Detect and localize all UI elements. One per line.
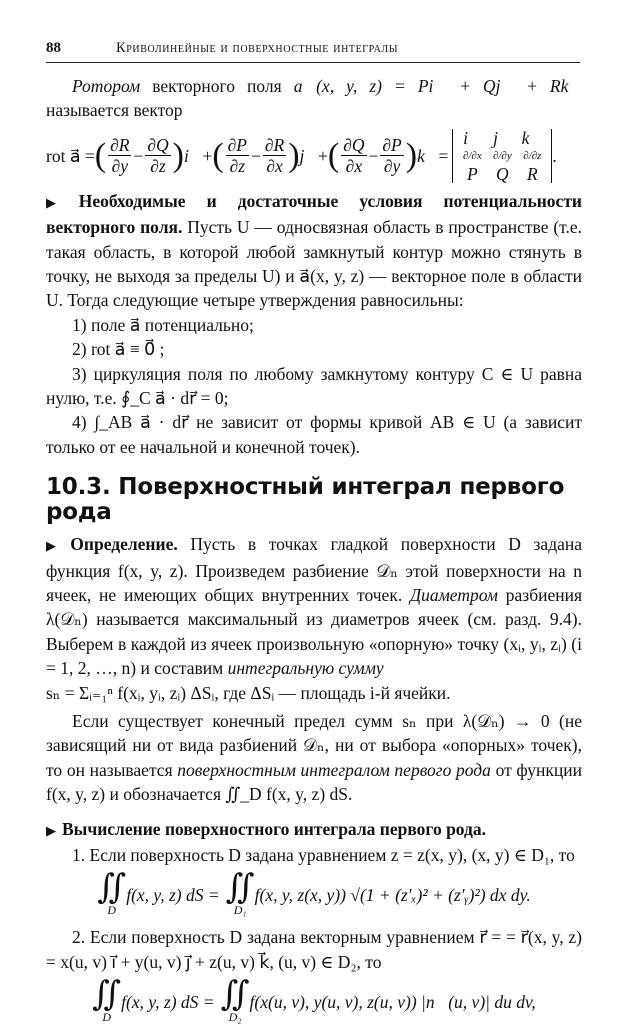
- page-content: [46, 74, 582, 1030]
- frac-den-5: ∂x: [345, 156, 363, 177]
- surface-integral-term: поверхностным интегралом первого рода: [177, 759, 491, 780]
- integral-sum-term: интегральную сумму: [227, 658, 384, 679]
- vector-field-formula: a⃗(x, y, z) = Pi⃗ + Qj⃗ + Rk⃗: [293, 76, 583, 96]
- integral-sum-formula: sₙ = Σᵢ₌₁ⁿ f(xᵢ, yᵢ, zᵢ) ΔSᵢ, где ΔSᵢ — площадь i-й ячейки.: [46, 682, 451, 703]
- frac-num-1: ∂R: [110, 135, 130, 156]
- det-q: Q: [496, 163, 509, 184]
- page-header: [46, 36, 580, 63]
- limit-paragraph: [46, 709, 582, 807]
- condition-4: 4) ∫_AB a⃗ · dr⃗ не зависит от формы кривой AB ∈ U (а зависит только от ее начальной и конечной точек).: [46, 412, 582, 457]
- formula2-right: f(x(u, v), y(u, v), z(u, v)) |n⃗(u, v)| du dv,: [249, 991, 536, 1012]
- formula2-domain-left: D: [102, 1010, 111, 1025]
- frac-num-3: ∂P: [227, 135, 247, 156]
- page-number: 88: [46, 40, 61, 56]
- rot-determinant: [452, 129, 552, 183]
- triangle-bullet-icon: ▶: [46, 538, 65, 554]
- det-dz: ∂/∂z: [523, 149, 542, 162]
- det-p: P: [466, 163, 478, 184]
- rot-label: rot a⃗ =: [46, 145, 95, 166]
- rotor-intro-text: векторного поля: [152, 76, 282, 96]
- case-1-text: 1. Если поверхность D задана уравнением z = z(x, y), (x, y) ∈ D₁, то: [72, 844, 575, 865]
- formula1-domain-left: D: [107, 903, 117, 918]
- frac-den-4: ∂x: [266, 156, 283, 177]
- rot-formula: rot a⃗ = ( $\frac{\partial R}{\partial y}$ − $\frac{\partial Q}{\partial z}$ ) i⃗ + ( $\frac{\partial P}{\partial z}$ − $\frac{\partial R}{\partial x}$ ) j⃗ + ( $\frac{\partial Q}{\partial x}$ − $\frac{\partial P}{\partial y}$ ) k⃗ = i⃗ j⃗ k⃗ ∂/∂x ∂/∂y ∂/∂z P Q R .: [46, 127, 557, 184]
- det-j: j⃗: [493, 127, 512, 148]
- definition-text-2: разбиения λ(𝒟ₙ) называется максимальный из диаметров ячеек (см. разд. 9.4). Выберем в каждой из ячеек произвольную «опорную» точку (xᵢ, yᵢ, zᵢ) (i = 1, 2, …, n) и составим: [46, 584, 583, 679]
- definition-text-4: от функции f(x, y, z) и обозначается ∬_D f(x, y, z) dS.: [46, 759, 582, 805]
- det-dx: ∂/∂x: [462, 149, 482, 162]
- frac-den-1: ∂y: [111, 156, 128, 177]
- triangle-bullet-icon: ▶: [46, 194, 73, 210]
- condition-1: 1) поле a⃗ потенциально;: [72, 314, 254, 335]
- formula1-right: f(x, y, z(x, y)) √(1 + (z′ₓ)² + (z′ᵧ)²) dx dy.: [254, 885, 531, 906]
- computation-heading-line: [46, 817, 582, 843]
- computation-heading: Вычисление поверхностного интеграла первого рода.: [62, 818, 487, 839]
- det-dy: ∂/∂y: [492, 149, 512, 162]
- running-title: Криволинейные и поверхностные интегралы: [116, 40, 399, 56]
- case-2-text: 2. Если поверхность D задана векторным уравнением r⃗ = = r⃗(x, y, z) = x(u, v) i⃗ + y(u, v) j⃗ + z(u, v) k⃗, (u, v) ∈ D₂, то: [46, 927, 582, 972]
- formula-1: ∬ D f(x, y, z) dS = ∬ D₁ f(x, y, z(x, y)) √(1 + (z′ₓ)² + (z′ᵧ)²) dx dy.: [97, 869, 531, 918]
- det-k: k⃗: [521, 127, 544, 148]
- formula2-left: f(x, y, z) dS =: [121, 991, 215, 1012]
- frac-num-6: ∂P: [382, 135, 402, 156]
- frac-num-4: ∂R: [264, 135, 285, 156]
- potential-heading: Необходимые и достаточные условия потенциальности векторного поля.: [46, 190, 582, 238]
- definition-paragraph: [46, 532, 582, 680]
- rotor-term: Ротором: [72, 76, 141, 96]
- frac-den-6: ∂y: [383, 156, 401, 177]
- condition-3: 3) циркуляция поля по любому замкнутому контуру C ∈ U равна нулю, т.е. ∮_C a⃗ · dr⃗ = 0;: [46, 363, 582, 409]
- triangle-bullet-icon: ▶: [46, 822, 56, 838]
- formula1-left: f(x, y, z) dS =: [126, 885, 220, 906]
- frac-den-3: ∂z: [229, 156, 246, 177]
- det-r: R: [526, 163, 538, 184]
- potential-text: Пусть U — односвязная область в пространстве (т.е. такая область, в которой любой замкнутый контур можно стянуть в точку, не выходя за пределы U) и a⃗(x, y, z) — векторное поле в области U. Тогда следующие четыре утверждения равносильны:: [46, 217, 583, 311]
- rotor-intro-end: называется: [46, 100, 130, 121]
- rotor-definition: [46, 74, 582, 123]
- frac-num-5: ∂Q: [343, 135, 365, 156]
- formula-2: ∬ D f(x, y, z) dS = ∬ D₂ f(x(u, v), y(u, v), z(u, v)) |n⃗(u, v)| du dv,: [92, 976, 536, 1025]
- section-title: 10.3. Поверхностный интеграл первого рода: [46, 474, 565, 525]
- det-i: i⃗: [463, 127, 482, 148]
- condition-2: 2) rot a⃗ ≡ 0⃗ ;: [72, 339, 165, 360]
- definition-heading: Определение.: [70, 534, 178, 555]
- rotor-line2: вектор: [133, 100, 183, 121]
- frac-num-2: ∂Q: [147, 135, 169, 156]
- formula1-domain-right: D₁: [233, 903, 247, 918]
- definition-text-1: Пусть в точках гладкой поверхности D задана функция f(x, y, z). Произведем разбиение 𝒟ₙ этой поверхности на n ячеек, не имеющих общих внутренних точек.: [46, 534, 582, 605]
- frac-den-2: ∂z: [150, 156, 166, 177]
- diameter-term: Диаметром: [410, 584, 498, 605]
- formula2-domain-right: D₂: [228, 1010, 242, 1025]
- potential-conditions: [46, 189, 582, 313]
- definition-text-3: Если существует конечный предел сумм sₙ при λ(𝒟ₙ) → 0 (не зависящий ни от вида разбиений 𝒟ₙ, ни от выбора «опорных» точек), то он называется: [46, 710, 582, 780]
